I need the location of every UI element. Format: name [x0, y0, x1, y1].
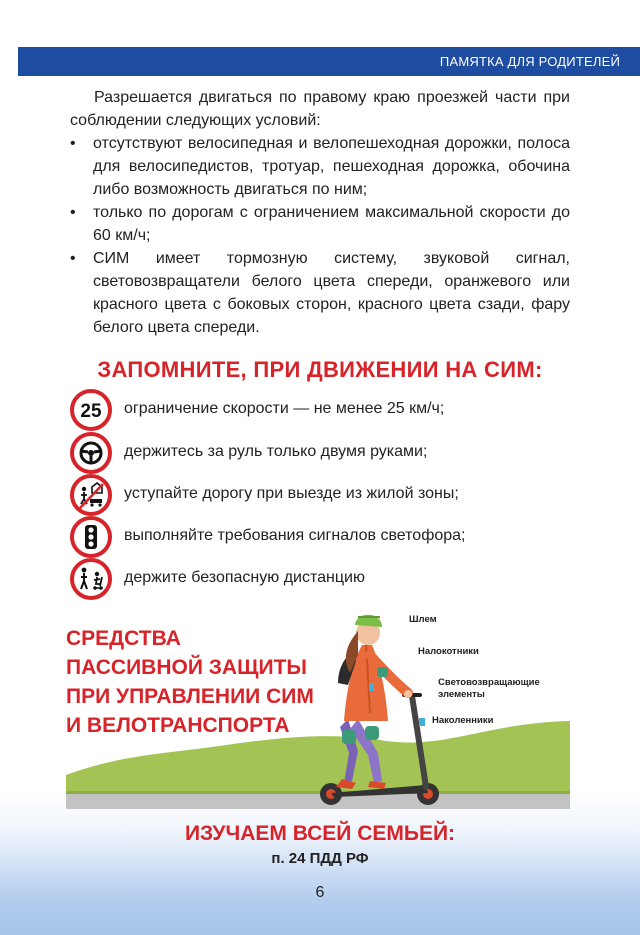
knee-pad	[342, 730, 356, 744]
pdd-reference: п. 24 ПДД РФ	[271, 850, 369, 867]
intro-section	[70, 86, 570, 339]
passive-line: И ВЕЛОТРАНСПОРТА	[66, 714, 290, 737]
passive-line: ПРИ УПРАВЛЕНИИ СИМ	[66, 685, 314, 708]
rule-item	[70, 474, 590, 516]
reflective-element	[369, 683, 374, 691]
label-elbow-pads: Налокотники	[418, 646, 479, 657]
condition-item: • СИМ имеет тормозную систему, звуковой сигнал, световозвращатели белого цвета спереди, оранжевого или красного цвета с боковых сторон, красного цвета сзади, фару белого цвета спереди.	[70, 247, 570, 339]
label-knee-pads: Наколенники	[432, 715, 494, 726]
conditions-list	[70, 132, 570, 339]
residential-zone-icon	[70, 474, 112, 516]
rule-text: выполняйте требования сигналов светофора;	[124, 527, 466, 544]
label-reflective-2: элементы	[438, 689, 485, 700]
rule-item	[70, 432, 590, 474]
rule-text: ограничение скорости — не менее 25 км/ч;	[124, 400, 445, 417]
safe-distance-icon	[70, 558, 112, 600]
passive-line: ПАССИВНОЙ ЗАЩИТЫ	[66, 656, 307, 679]
traffic-light-icon	[70, 516, 112, 558]
steering-wheel-icon	[70, 432, 112, 474]
condition-item: • только по дорогам с ограничением максимальной скорости до 60 км/ч;	[70, 201, 570, 247]
condition-item: • отсутствуют велосипедная и велопешеходная дорожки, полоса для велосипедистов, тротуар, пешеходная дорожка, обочина либо возможность двигаться по ним;	[70, 132, 570, 201]
study-family-heading: ИЗУЧАЕМ ВСЕЙ СЕМЬЕЙ:	[184, 822, 456, 845]
header-bar	[18, 47, 640, 76]
rule-item	[70, 558, 590, 600]
rule-text: держите безопасную дистанцию	[124, 569, 365, 586]
page-number: 6	[315, 884, 325, 901]
speed-limit-value: 25	[80, 401, 102, 422]
rule-text: держитесь за руль только двумя руками;	[124, 443, 428, 460]
passive-line: СРЕДСТВА	[66, 627, 181, 650]
label-reflective-1: Световозвращающие	[438, 677, 540, 688]
passive-protection-heading	[66, 624, 314, 740]
intro-paragraph: Разрешается двигаться по правому краю проезжей части при соблюдении следующих условий:	[70, 89, 570, 129]
speed-limit-25-icon	[70, 389, 112, 431]
road	[66, 793, 570, 809]
remember-heading: ЗАПОМНИТЕ, ПРИ ДВИЖЕНИИ НА СИМ:	[97, 357, 543, 382]
label-helmet: Шлем	[409, 614, 437, 625]
header-title: ПАМЯТКА ДЛЯ РОДИТЕЛЕЙ	[439, 54, 620, 69]
rule-item	[70, 516, 590, 558]
rule-text: уступайте дорогу при выезде из жилой зоны;	[124, 485, 459, 502]
elbow-pad	[377, 667, 388, 677]
rule-item	[70, 389, 590, 431]
knee-pad	[365, 726, 379, 740]
